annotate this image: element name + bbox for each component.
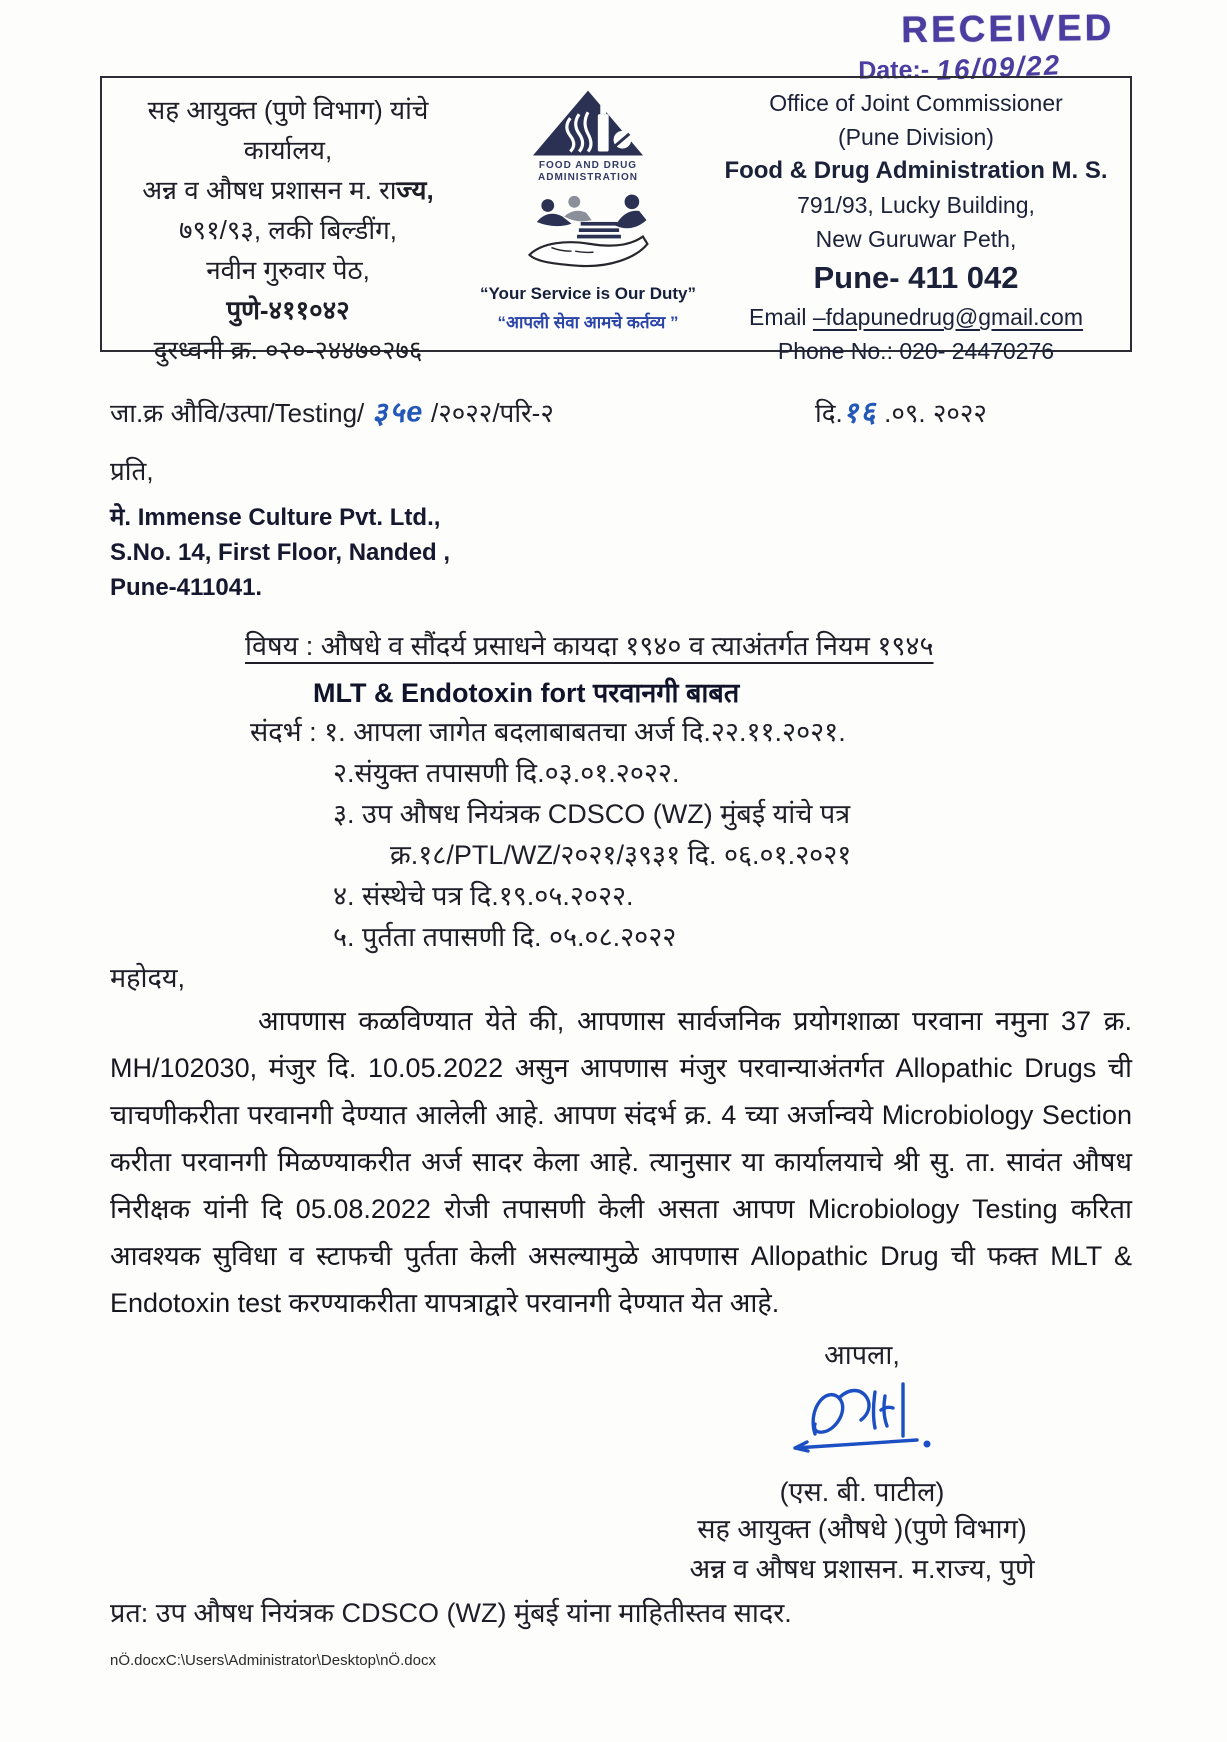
phone-line-en: Phone No.: 020- 24470276: [777, 338, 1055, 364]
letter-date-handwritten: १६: [842, 396, 878, 430]
letterhead-box: [100, 76, 1132, 365]
signatory-designation-1: सह आयुक्त (औषधे )(पुणे विभाग): [697, 1514, 1027, 1544]
reference-item: संदर्भ : १. आपला जागेत बदलाबाबतचा अर्ज दि.२२.११.२०२१.: [250, 717, 846, 747]
recipient-block: [110, 452, 1132, 605]
hand-serving-people-icon: [524, 190, 652, 274]
reference-item: ५. पुर्तता तपासणी दि. ०५.०८.२०२२: [333, 922, 677, 952]
reference-item: ४. संस्थेचे पत्र दि.१९.०५.२०२२.: [333, 881, 634, 911]
signatory-designation-2: अन्न व औषध प्रशासन. म.राज्य, पुणे: [689, 1554, 1035, 1584]
outward-number-line: [110, 392, 1132, 431]
body-salutation: महोदय,: [110, 963, 185, 993]
body-paragraph: आपणास कळविण्यात येते की, आपणास सार्वजनिक प्रयोगशाळा परवाना नमुना 37 क्र. MH/102030, मंजुर दि. 10.05.2022 असुन आपणास मंजुर परवान्याअंतर्गत Allopathic Drugs ची चाचणीकरीता परवानगी देण्यात आलेली आहे. आपण संदर्भ क्र. 4 च्या अर्जान्वये Microbiology Section करीता परवानगी मिळण्याकरीत अर्ज सादर केला आहे. त्यानुसार या कार्यालयाचे श्री सु. ता. सावंत औषध निरीक्षक यांनी दि 05.08.2022 रोजी तपासणी केली असता आपण Microbiology Testing करिता आवश्यक सुविधा व स्टाफची पुर्तता केली असल्यामुळे आपणास Allopathic Drug ची फक्त MLT & Endotoxin test करण्याकरीता यापत्राद्वारे परवानगी देण्यात येत आहे.: [110, 1006, 1132, 1318]
division-line-en: (Pune Division): [838, 124, 994, 150]
closing-block: [647, 1335, 1077, 1589]
recipient-address-2: Pune-411041.: [110, 574, 263, 601]
logo-caption-line2: ADMINISTRATION: [538, 172, 638, 183]
subject-line-2: MLT & Endotoxin fort परवानगी बाबत: [313, 678, 740, 708]
subject-block: [110, 626, 1132, 710]
fda-triangle-logo-icon: [529, 88, 647, 160]
address-line-en-2: New Guruwar Peth,: [815, 226, 1017, 252]
office-line-en: Office of Joint Commissioner: [769, 90, 1063, 116]
reference-item: ३. उप औषध नियंत्रक CDSCO (WZ) मुंबई यांचे पत्र: [333, 799, 851, 829]
email-label: Email: [748, 304, 813, 330]
city-pin-en: Pune- 411 042: [813, 260, 1019, 295]
city-pin-mr: पुणे-४११०४२: [226, 295, 350, 325]
address-line-en-1: 791/93, Lucky Building,: [797, 192, 1035, 218]
email-line: [702, 300, 1130, 334]
subject-line-1: विषय : औषधे व सौंदर्य प्रसाधने कायदा १९४० व त्याअंतर्गत नियम १९४५: [245, 631, 934, 661]
dept-line-mr: अन्न व औषध प्रशासन म. राज्य,: [142, 175, 434, 205]
motto-marathi: “आपली सेवा आमचे कर्तव्य ”: [497, 313, 679, 332]
letter-date: दि.१६ .०९. २०२२: [815, 392, 987, 431]
letterhead-english-address: [702, 78, 1130, 364]
outward-number-prefix: जा.क्र औवि/उत्पा/Testing/: [110, 398, 372, 428]
reference-item: २.संयुक्त तपासणी दि.०३.०१.२०२२.: [333, 758, 680, 788]
letterhead-logo-column: [474, 78, 702, 350]
outward-number-suffix: /२०२२/परि-२: [423, 398, 554, 428]
signatory-name: (एस. बी. पाटील): [779, 1477, 945, 1507]
references-label: संदर्भ :: [250, 717, 325, 747]
closing-regards: आपला,: [824, 1340, 900, 1370]
copy-to-line: प्रत: उप औषध नियंत्रक CDSCO (WZ) मुंबई यांना माहितीस्तव सादर.: [110, 1598, 792, 1628]
address-line-mr-1: ७९१/९३, लकी बिल्डींग,: [179, 215, 397, 245]
references-block: [110, 712, 1132, 958]
letterhead-marathi-address: [102, 78, 474, 365]
received-date-value: 16/09/22: [935, 49, 1062, 86]
outward-number-handwritten: ३५e: [371, 396, 425, 430]
recipient-address-1: S.No. 14, First Floor, Nanded ,: [110, 539, 451, 566]
motto-english: “Your Service is Our Duty”: [479, 284, 697, 303]
email-address: –fdapunedrug@gmail.com: [812, 304, 1084, 330]
signature-ink-icon: [757, 1374, 967, 1466]
office-line-mr: सह आयुक्त (पुणे विभाग) यांचे कार्यालय,: [147, 95, 429, 165]
footer-file-path: nÖ.docxC:\Users\Administrator\Desktop\nÖ.docx: [110, 1652, 436, 1669]
logo-caption-line1: FOOD AND DRUG: [538, 160, 638, 171]
dept-line-en: Food & Drug Administration M. S.: [724, 157, 1108, 184]
recipient-salutation: प्रति,: [110, 456, 154, 486]
recipient-name: मे. Immense Culture Pvt. Ltd.,: [110, 504, 441, 531]
phone-mr: दुरध्वनी क्र. ०२०-२४४७०२७६: [153, 335, 423, 365]
reference-item-continuation: क्र.१८/PTL/WZ/२०२१/३९३१ दि. ०६.०१.२०२१: [390, 840, 852, 870]
received-stamp: [858, 6, 1159, 85]
received-date-label: Date:-: [858, 55, 930, 85]
address-line-mr-2: नवीन गुरुवार पेठ,: [206, 255, 370, 285]
received-stamp-text: RECEIVED: [901, 6, 1115, 51]
signature-area: [647, 1374, 1077, 1470]
